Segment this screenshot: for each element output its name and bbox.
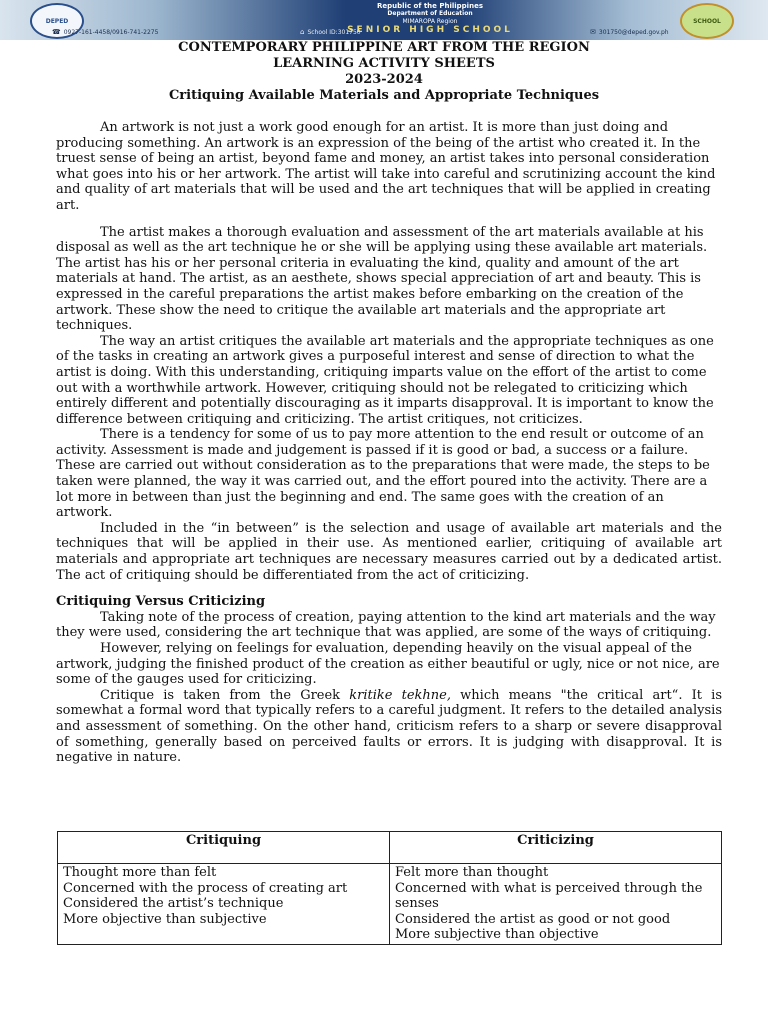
email-text: 301750@deped.gov.ph bbox=[598, 28, 669, 36]
table-header-row bbox=[58, 832, 722, 864]
critiquing-cell bbox=[58, 864, 390, 945]
header-line-2: Department of Education bbox=[387, 10, 473, 17]
comparison-table bbox=[57, 831, 722, 945]
school-year: 2023-2024 bbox=[345, 72, 423, 87]
paragraph-1: An artwork is not just a work good enough for an artist. It is more than just doing and producing something. An artwork is an expression of the being of the artist who created it. In the truest sense of being an artist, beyond fame and money, an artist takes into personal consideration what goes into his or her artwork. The artist will take into careful and scrutinizing account the kind and quality of art materials that will be used and the art techniques that will be applied in creating art. bbox=[56, 120, 716, 213]
right-seal-text: SCHOOL bbox=[693, 17, 721, 25]
paragraph-4: There is a tendency for some of us to pay more attention to the end result or outcome of an activity. Assessment is made and judgement is passed if it is good or bad, a success or a failure. These are carried out without consideration as to the preparations that were made, the steps to be taken were planned, the way it was carried out, and the effort poured into the activity. There are a lot more in between than just the beginning and end. The same goes with the creation of an artwork. bbox=[56, 427, 710, 521]
s3-text-before: Critique is taken from the Greek bbox=[100, 687, 350, 703]
paragraph-2: The artist makes a thorough evaluation and assessment of the art materials available at his disposal as well as the art technique he or she will be applying using these available art materials. The artist has his or her personal criteria in evaluating the kind, quality and amount of the art materials at hand. The artist, as an aesthete, shows special appreciation of art and beauty. This is expressed in the careful preparations the artist makes before embarking on the creation of the artwork. These show the need to critique the available art materials and the appropriate art techniques. bbox=[56, 224, 708, 334]
document-body bbox=[56, 120, 722, 766]
contact-email bbox=[590, 28, 669, 36]
contact-school-id bbox=[300, 28, 361, 36]
criticizing-item: Considered the artist as good or not good bbox=[395, 911, 671, 927]
header-critiquing: Critiquing bbox=[58, 832, 390, 864]
header-criticizing: Criticizing bbox=[390, 832, 722, 864]
section-heading: Critiquing Versus Criticizing bbox=[56, 594, 266, 610]
section-paragraph-2: However, relying on feelings for evaluation, depending heavily on the visual appeal of the artwork, judging the finished product of the creation as either beautiful or ugly, nice or not nice, are some of the gauges used for criticizing. bbox=[56, 641, 720, 688]
school-name: SENIOR HIGH SCHOOL bbox=[347, 25, 513, 35]
phone-text: 0927-161-4458/0916-741-2275 bbox=[63, 28, 159, 36]
criticizing-item: Felt more than thought bbox=[395, 865, 549, 880]
header-line-1: Republic of the Philippines bbox=[377, 2, 483, 10]
header-line-3: MIMAROPA Region bbox=[402, 18, 458, 25]
critiquing-item: Considered the artist’s technique bbox=[63, 896, 284, 911]
school-seal-logo bbox=[680, 3, 734, 39]
building-icon: ⌂ bbox=[300, 28, 305, 36]
criticizing-cell bbox=[390, 864, 722, 945]
critiquing-item: More objective than subjective bbox=[63, 911, 267, 927]
table-row bbox=[58, 864, 722, 945]
contact-phone bbox=[52, 28, 158, 36]
criticizing-item: More subjective than objective bbox=[395, 927, 599, 942]
topic-title: Critiquing Available Materials and Appropriate Techniques bbox=[168, 88, 600, 103]
header-banner bbox=[0, 0, 768, 40]
phone-icon: ☎ bbox=[52, 28, 61, 36]
section-paragraph-3 bbox=[56, 688, 722, 766]
paragraph-5: Included in the “in between” is the selection and usage of available art materials and the techniques that will be applied in their use. As mentioned earlier, critiquing of available art materials and appropriate art techniques are necessary measures carried out by a dedicated artist. The act of critiquing should be differentiated from the act of criticizing. bbox=[56, 520, 722, 583]
critiquing-item: Concerned with the process of creating art bbox=[63, 880, 348, 896]
paragraph-3: The way an artist critiques the available art materials and the appropriate techniques as one of the tasks in creating an artwork gives a purposeful interest and sense of direction to what the artist is doing. With this understanding, critiquing imparts value on the effort of the artist to come out with a worthwhile artwork. However, critiquing should not be relegated to criticizing which entirely different and potentially discouraging as it imparts disapproval. It is important to know the difference between critiquing and criticizing. The artist critiques, not criticizes. bbox=[56, 333, 714, 427]
left-seal-text: DEPED bbox=[45, 17, 69, 25]
subject-title: CONTEMPORARY PHILIPPINE ART FROM THE REGION bbox=[178, 40, 590, 55]
sheet-title: LEARNING ACTIVITY SHEETS bbox=[273, 56, 495, 71]
s3-text-after: which means "the critical art“. It is somewhat a formal word that typically refers to a careful judgment. It refers to the detailed analysis and assessment of something. On the other hand, criticism refers to a sharp or severe disapproval of something, generally based on perceived faults or errors. It is judging with disapproval. It is negative in nature. bbox=[56, 687, 722, 766]
school-id-text: School ID:301750 bbox=[307, 28, 361, 36]
criticizing-item: Concerned with what is perceived through the senses bbox=[395, 880, 703, 911]
critiquing-item: Thought more than felt bbox=[63, 865, 217, 880]
section-paragraph-1: Taking note of the process of creation, paying attention to the kind art materials and the way they were used, considering the art technique that was applied, are some of the ways of critiquing. bbox=[56, 609, 716, 641]
mail-icon: ✉ bbox=[590, 28, 596, 36]
greek-term: kritike tekhne, bbox=[349, 687, 451, 703]
